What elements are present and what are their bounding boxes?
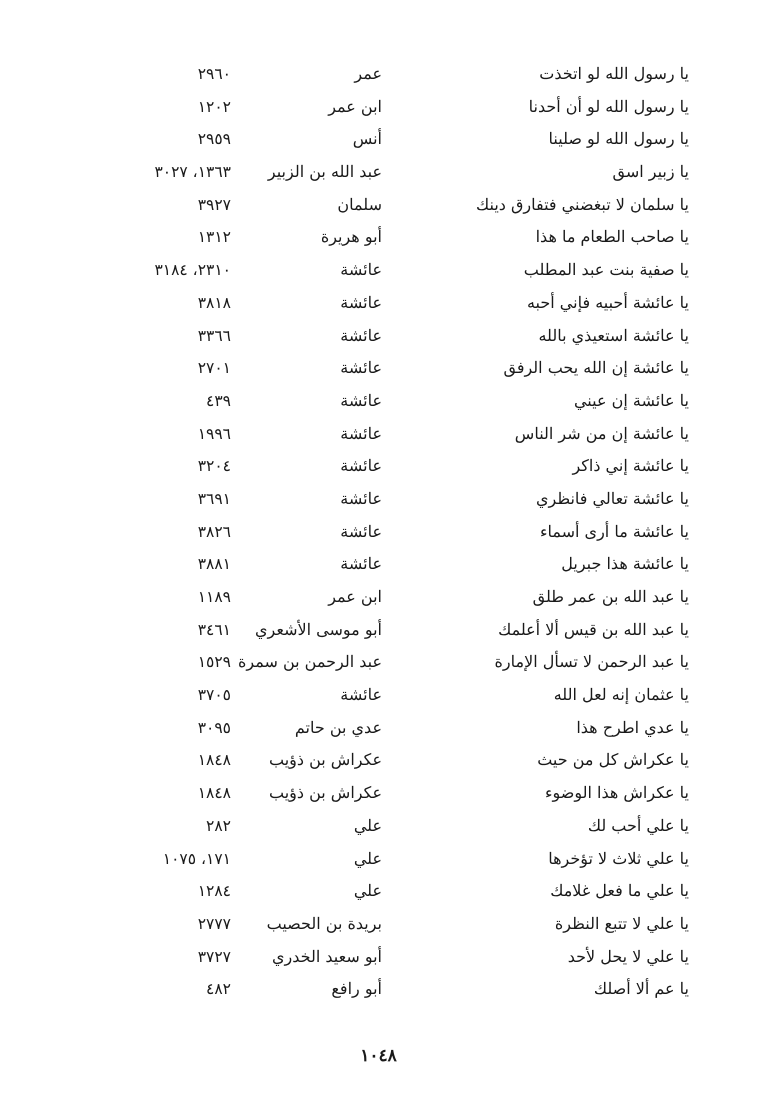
narrator-name: بريدة بن الحصيب bbox=[266, 913, 382, 933]
hadith-reference-number: ١٩٩٦ bbox=[197, 424, 231, 443]
hadith-text: يا علي لا تتبع النظرة bbox=[554, 913, 689, 933]
hadith-text: يا عائشة إن من شر الناس bbox=[514, 423, 689, 443]
table-row bbox=[0, 287, 757, 320]
hadith-reference-number: ١٢٠٢ bbox=[197, 97, 231, 116]
hadith-text: يا عكراش كل من حيث bbox=[537, 750, 689, 770]
hadith-text: يا عبد الله بن قيس ألا أعلمك bbox=[498, 619, 689, 639]
hadith-reference-number: ٣٩٢٧ bbox=[197, 195, 231, 214]
hadith-text: يا علي أحب لك bbox=[587, 815, 689, 835]
hadith-text: يا عبد الرحمن لا تسأل الإمارة bbox=[494, 652, 689, 672]
hadith-text: يا عائشة استعيذي بالله bbox=[538, 325, 689, 345]
table-row bbox=[0, 908, 757, 941]
narrator-name: عائشة bbox=[340, 292, 382, 312]
hadith-reference-number: ٢٩٦٠ bbox=[197, 65, 231, 83]
hadith-reference-number: ٣٢٠٤ bbox=[197, 457, 231, 476]
narrator-name: أبو رافع bbox=[331, 979, 382, 999]
table-row bbox=[0, 418, 757, 451]
hadith-reference-number: ٣٧٢٧ bbox=[197, 947, 231, 966]
hadith-text: يا عائشة هذا جبريل bbox=[561, 554, 689, 574]
table-row bbox=[0, 744, 757, 777]
table-row bbox=[0, 581, 757, 614]
hadith-reference-number: ٣٣٦٦ bbox=[197, 326, 231, 345]
narrator-name: أبو موسى الأشعري bbox=[255, 619, 382, 639]
table-row bbox=[0, 973, 757, 1006]
table-row bbox=[0, 614, 757, 647]
narrator-name: علي bbox=[353, 815, 382, 835]
table-row bbox=[0, 483, 757, 516]
hadith-text: يا عائشة إن عيني bbox=[573, 390, 689, 410]
narrator-name: علي bbox=[353, 848, 382, 868]
hadith-reference-number: ٤٨٢ bbox=[206, 980, 231, 999]
table-row bbox=[0, 941, 757, 974]
hadith-reference-number: ٢٩٥٩ bbox=[197, 130, 231, 149]
narrator-name: ابن عمر bbox=[328, 587, 382, 606]
hadith-text: يا عدي اطرح هذا bbox=[576, 717, 689, 737]
table-row bbox=[0, 875, 757, 908]
narrator-name: عائشة bbox=[340, 423, 382, 443]
table-row bbox=[0, 843, 757, 876]
hadith-reference-number: ١٣٦٣، ٣٠٢٧ bbox=[154, 163, 231, 182]
hadith-reference-number: ١٢٨٤ bbox=[197, 882, 231, 901]
hadith-reference-number: ١٣١٢ bbox=[197, 228, 231, 247]
hadith-text: يا عكراش هذا الوضوء bbox=[544, 783, 689, 803]
narrator-name: عائشة bbox=[340, 521, 382, 541]
hadith-reference-number: ٣٨١٨ bbox=[197, 293, 231, 312]
hadith-reference-number: ٣٨٨١ bbox=[197, 555, 231, 574]
hadith-reference-number: ٢٧٧٧ bbox=[197, 914, 231, 933]
narrator-name: علي bbox=[353, 881, 382, 901]
table-row bbox=[0, 679, 757, 712]
table-row bbox=[0, 516, 757, 549]
narrator-name: عكراش بن ذؤيب bbox=[268, 783, 382, 803]
table-row bbox=[0, 712, 757, 745]
hadith-text: يا صاحب الطعام ما هذا bbox=[535, 227, 689, 247]
hadith-reference-number: ٣٧٠٥ bbox=[197, 686, 231, 705]
narrator-name: ابن عمر bbox=[328, 96, 382, 116]
hadith-text: يا عائشة أحبيه فإني أحبه bbox=[526, 292, 689, 312]
hadith-reference-number: ١٥٢٩ bbox=[197, 653, 231, 672]
table-row bbox=[0, 548, 757, 581]
hadith-reference-number: ١٨٤٨ bbox=[197, 751, 231, 770]
table-row bbox=[0, 777, 757, 810]
narrator-name: عائشة bbox=[340, 456, 382, 476]
hadith-text: يا علي ثلاث لا تؤخرها bbox=[548, 848, 689, 868]
table-row bbox=[0, 221, 757, 254]
table-row bbox=[0, 123, 757, 156]
table-row bbox=[0, 810, 757, 843]
hadith-reference-number: ١٧١، ١٠٧٥ bbox=[162, 849, 231, 868]
hadith-reference-number: ٤٣٩ bbox=[206, 391, 231, 410]
hadith-text: يا عثمان إنه لعل الله bbox=[553, 685, 689, 705]
narrator-name: عدي بن حاتم bbox=[294, 717, 382, 737]
hadith-text: يا عائشة إن الله يحب الرفق bbox=[503, 358, 689, 378]
table-row bbox=[0, 646, 757, 679]
narrator-name: عائشة bbox=[340, 390, 382, 410]
hadith-text: يا عم ألا أصلك bbox=[593, 979, 689, 999]
table-row bbox=[0, 320, 757, 353]
table-row bbox=[0, 156, 757, 189]
narrator-name: عائشة bbox=[340, 685, 382, 705]
hadith-reference-number: ٢٧٠١ bbox=[197, 359, 231, 378]
narrator-name: عائشة bbox=[340, 358, 382, 378]
hadith-index-table bbox=[0, 58, 757, 1006]
table-row bbox=[0, 254, 757, 287]
narrator-name: عبد الله بن الزبير bbox=[267, 162, 382, 182]
hadith-reference-number: ٣٠٩٥ bbox=[197, 718, 231, 737]
table-row bbox=[0, 58, 757, 91]
narrator-name: أنس bbox=[352, 129, 382, 149]
narrator-name: عائشة bbox=[340, 325, 382, 345]
hadith-text: يا صفية بنت عبد المطلب bbox=[523, 260, 689, 280]
table-row bbox=[0, 189, 757, 222]
hadith-text: يا زبير اسق bbox=[612, 162, 689, 182]
hadith-text: يا رسول الله لو اتخذت bbox=[539, 64, 689, 83]
narrator-name: عمر bbox=[354, 64, 382, 83]
narrator-name: أبو هريرة bbox=[320, 227, 382, 247]
narrator-name: عائشة bbox=[340, 260, 382, 280]
hadith-reference-number: ٣٤٦١ bbox=[197, 620, 231, 639]
narrator-name: أبو سعيد الخدري bbox=[272, 946, 382, 966]
hadith-reference-number: ٣٦٩١ bbox=[197, 489, 231, 508]
table-row bbox=[0, 352, 757, 385]
narrator-name: سلمان bbox=[337, 194, 382, 214]
hadith-text: يا رسول الله لو صلينا bbox=[548, 129, 689, 149]
table-row bbox=[0, 450, 757, 483]
hadith-reference-number: ١١٨٩ bbox=[197, 588, 231, 606]
hadith-text: يا عائشة إني ذاكر bbox=[572, 456, 689, 476]
narrator-name: عائشة bbox=[340, 488, 382, 508]
hadith-text: يا علي لا يحل لأحد bbox=[567, 946, 689, 966]
hadith-text: يا عائشة تعالي فانظري bbox=[535, 488, 689, 508]
hadith-reference-number: ١٨٤٨ bbox=[197, 784, 231, 803]
hadith-text: يا سلمان لا تبغضني فتفارق دينك bbox=[476, 194, 689, 214]
hadith-text: يا علي ما فعل غلامك bbox=[550, 881, 689, 901]
hadith-text: يا رسول الله لو أن أحدنا bbox=[528, 96, 689, 116]
hadith-reference-number: ٣٨٢٦ bbox=[197, 522, 231, 541]
table-row bbox=[0, 91, 757, 124]
hadith-reference-number: ٢٨٢ bbox=[206, 816, 231, 835]
narrator-name: عكراش بن ذؤيب bbox=[268, 750, 382, 770]
table-row bbox=[0, 385, 757, 418]
hadith-text: يا عائشة ما أرى أسماء bbox=[539, 521, 689, 541]
narrator-name: عائشة bbox=[340, 554, 382, 574]
hadith-reference-number: ٢٣١٠، ٣١٨٤ bbox=[154, 261, 231, 280]
narrator-name: عبد الرحمن بن سمرة bbox=[238, 652, 382, 672]
page-number: ١٠٤٨ bbox=[360, 1046, 397, 1066]
hadith-text: يا عبد الله بن عمر طلق bbox=[532, 587, 689, 606]
